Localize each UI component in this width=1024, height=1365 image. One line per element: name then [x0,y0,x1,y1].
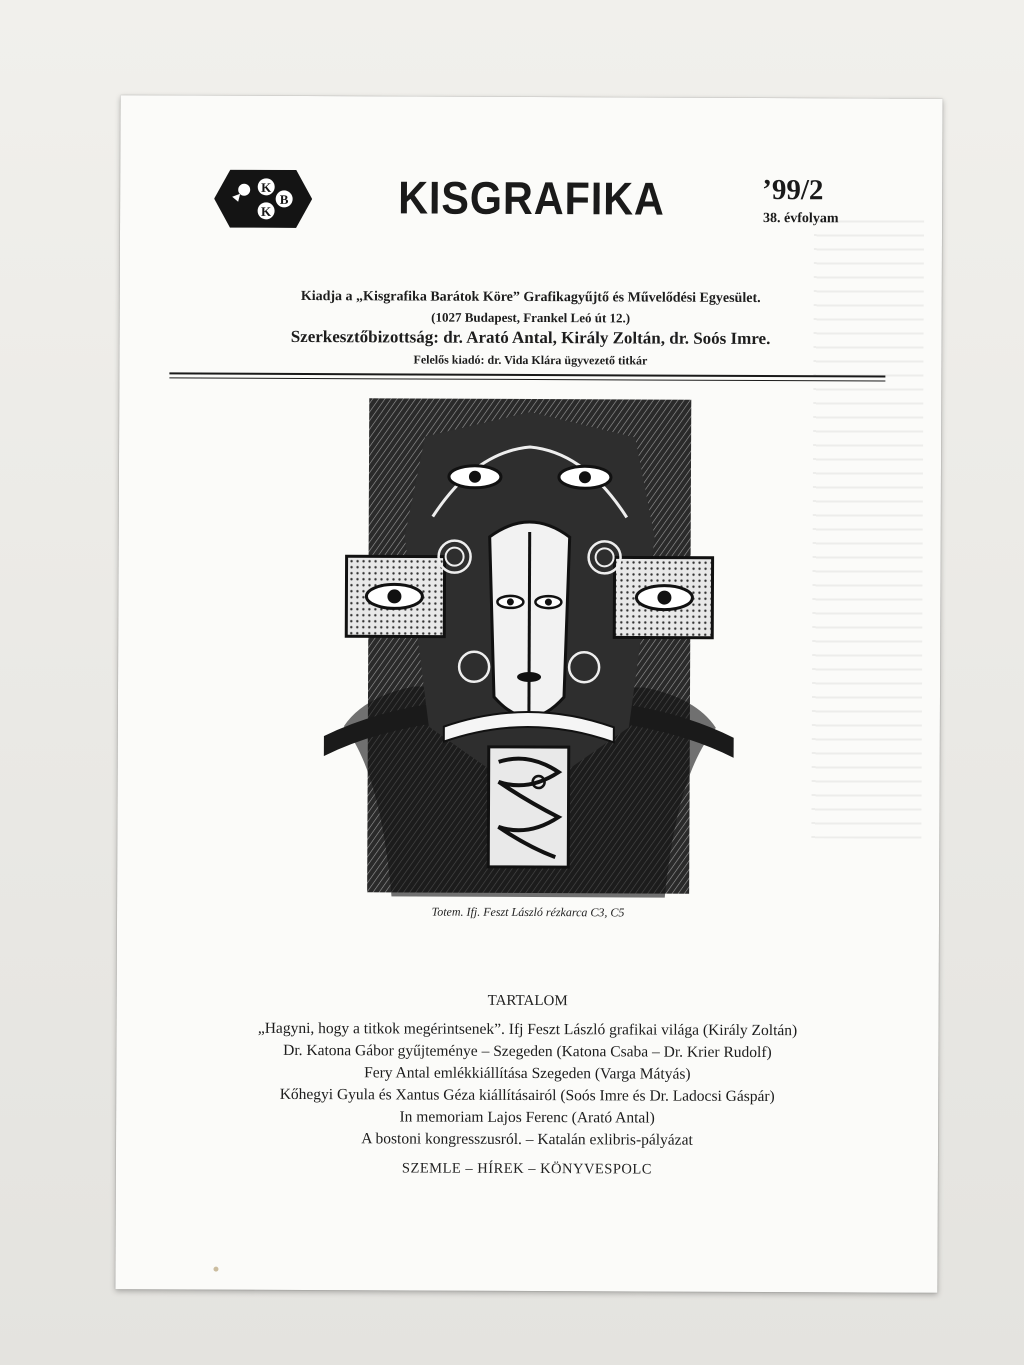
contents-item: Kőhegyi Gyula és Xantus Géza kiállításairól (Soós Imre és Dr. Ladocsi Gáspár) [279,1085,775,1106]
contents-item: Fery Antal emlékkiállítása Szegeden (Varga Mátyás) [364,1064,691,1083]
volume-label: 38. évfolyam [763,211,839,227]
header-rule-thin [169,377,885,381]
contents-item: In memoriam Lajos Ferenc (Arató Antal) [399,1108,655,1127]
cover-etching-image [323,396,735,898]
header-rule-thick [169,372,885,377]
logo-letter-k-top: K [261,179,272,195]
responsible-publisher: Felelős kiadó: dr. Vida Klára ügyvezető titkár [413,352,648,368]
paper-stain [213,1267,218,1272]
contents-sections: SZEMLE – HÍREK – KÖNYVESPOLC [401,1160,652,1178]
publisher-address: (1027 Budapest, Frankel Leó út 12.) [431,309,631,326]
publisher-line: Kiadja a „Kisgrafika Barátok Köre” Grafikagyűjtő és Művelődési Egyesület. [300,289,761,307]
issue-number: ’99/2 [762,174,824,207]
contents-heading: TARTALOM [487,992,568,1010]
magazine-cover-page [115,95,942,1293]
logo-letter-b: B [279,191,289,207]
logo-letter-k-bottom: K [261,203,272,219]
contents-item: „Hagyni, hogy a titkok megérintsenek”. Ifj Feszt László grafikai világa (Király Zoltán) [257,1019,798,1040]
contents-item: Dr. Katona Gábor gyűjteménye – Szegeden (Katona Csaba – Dr. Krier Rudolf) [283,1041,772,1062]
cover-image-caption: Totem. Ifj. Feszt László rézkarca C3, C5 [431,904,625,920]
kbk-logo [214,170,312,228]
contents-list [176,1017,879,1152]
editorial-board: Szerkesztőbizottság: dr. Arató Antal, Király Zoltán, dr. Soós Imre. [290,326,771,349]
magazine-title: KISGRAFIKA [398,171,665,225]
contents-item: A bostoni kongresszusról. – Katalán exlibris-pályázat [361,1130,693,1149]
